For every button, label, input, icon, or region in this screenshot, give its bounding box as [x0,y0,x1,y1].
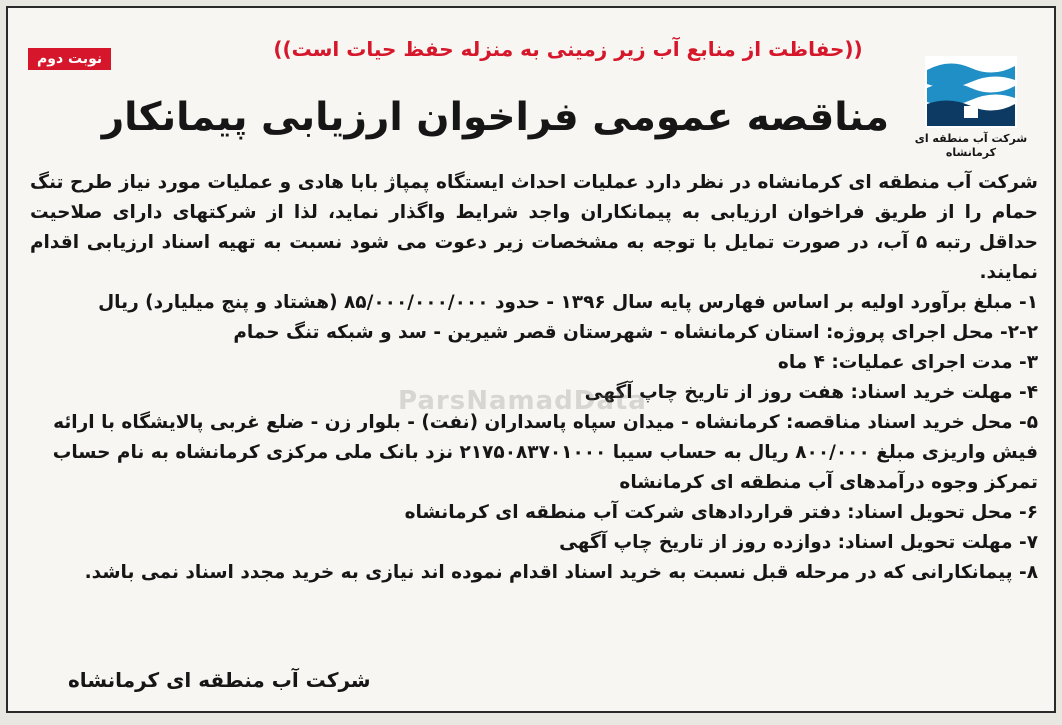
motto-banner: ((حفاظت از منابع آب زیر زمینی به منزله حفظ حیات است)) [273,37,863,61]
conditions-list [30,288,1038,588]
water-waves-logo-icon [925,56,1017,128]
condition-item: ۵- محل خرید اسناد مناقصه: کرمانشاه - میدان سپاه پاسداران (نفت) - بلوار زن - ضلع غربی پالایشگاه با ارائه فیش واریزی مبلغ ۸۰۰/۰۰۰ ریال به حساب سیبا ۲۱۷۵۰۸۳۷۰۱۰۰۰ نزد بانک ملی مرکزی کرمانشاه به نام حساب تمرکز وجوه درآمدهای آب منطقه ای کرمانشاه [52,412,1038,493]
tender-notice [6,6,1056,713]
condition-item: ۳- مدت اجرای عملیات: ۴ ماه [777,352,1038,373]
condition-item: ۴- مهلت خرید اسناد: هفت روز از تاریخ چاپ آگهی [584,382,1038,403]
publication-badge: نوبت دوم [28,48,111,70]
notice-body [30,168,1038,588]
logo-caption: شرکت آب منطقه ای کرمانشاه [914,132,1028,159]
intro-paragraph: شرکت آب منطقه ای کرمانشاه در نظر دارد عملیات احداث ایستگاه پمپاژ بابا هادی و عملیات مورد نیاز طرح تنگ حمام را از طریق فراخوان ارزیابی به پیمانکاران واجد شرایط واگذار نماید، لذا از شرکتهای دارای صلاحیت حداقل رتبه ۵ آب، در صورت تمایل با توجه به مشخصات زیر دعوت می شود نسبت به تهیه اسناد ارزیابی اقدام نمایند. [30,172,1038,283]
condition-item: ۱- مبلغ برآورد اولیه بر اساس فهارس پایه سال ۱۳۹۶ - حدود ۸۵/۰۰۰/۰۰۰/۰۰۰ (هشتاد و پنج میلیارد) ریال [98,292,1038,313]
condition-item: ۶- محل تحویل اسناد: دفتر قراردادهای شرکت آب منطقه ای کرمانشاه [404,502,1038,523]
notice-title: مناقصه عمومی فراخوان ارزیابی پیمانکار [101,95,889,140]
condition-item: ۷- مهلت تحویل اسناد: دوازده روز از تاریخ چاپ آگهی [559,532,1038,553]
condition-item: ۲-۲- محل اجرای پروژه: استان کرمانشاه - شهرستان قصر شیرین - سد و شبکه تنگ حمام [233,322,1038,343]
condition-item: ۸- پیمانکارانی که در مرحله قبل نسبت به خرید اسناد اقدام نموده اند نیازی به خرید مجدد اسناد نمی باشد. [84,562,1038,583]
watermark: ParsNamadData [398,386,647,416]
signature: شرکت آب منطقه ای کرمانشاه [68,668,371,692]
company-logo [896,56,1046,159]
